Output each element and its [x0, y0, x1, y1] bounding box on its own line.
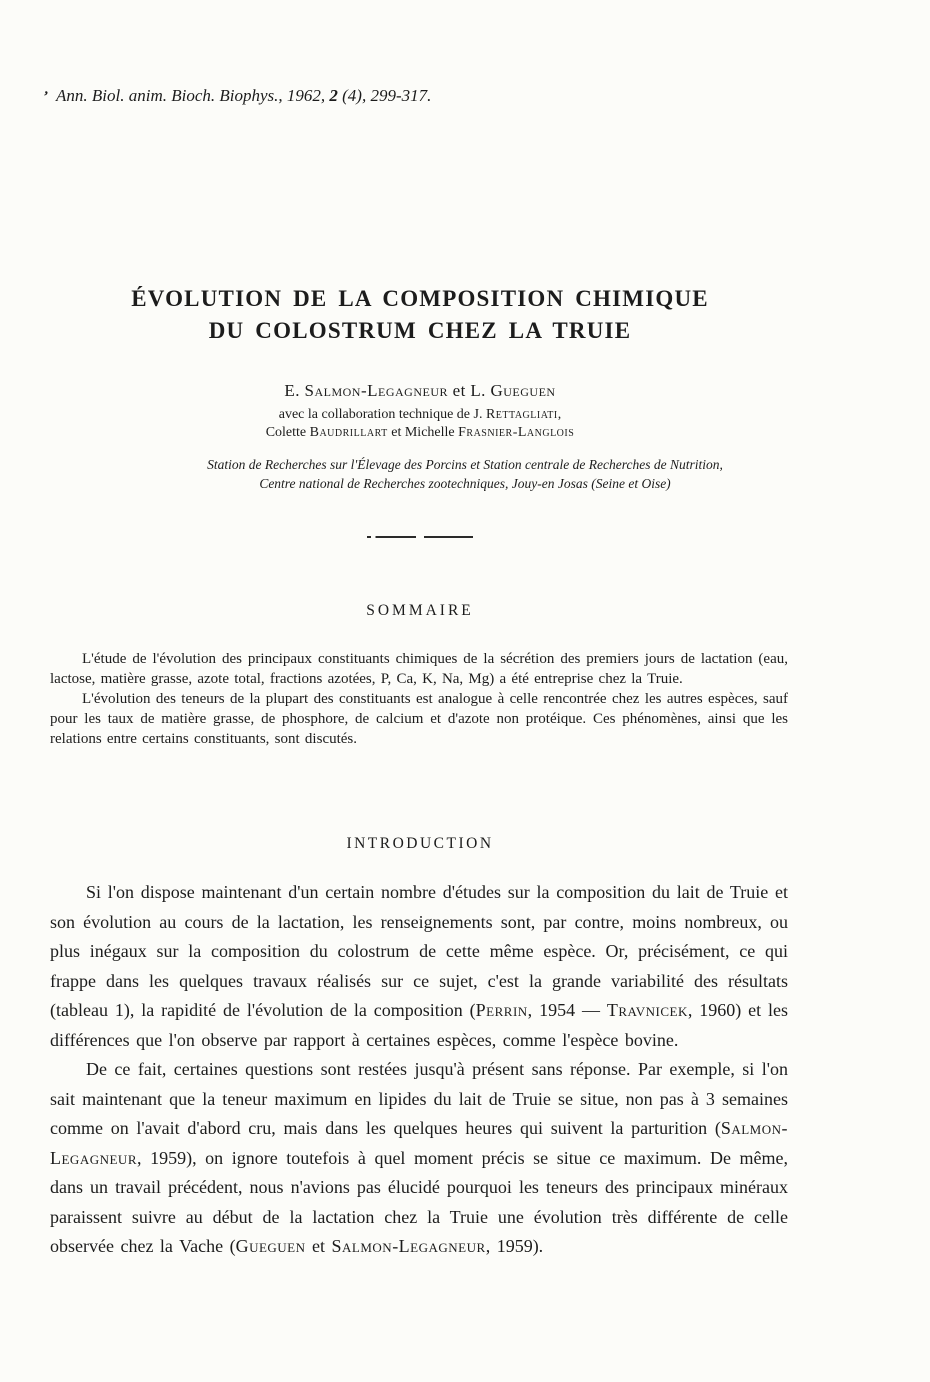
affiliation-line-2: Centre national de Recherches zootechniques, Jouy-en Josas (Seine et Oise) — [259, 476, 671, 491]
collaboration-line-2: Colette Baudrillart et Michelle Frasnier-Langlois — [265, 425, 575, 440]
sommaire-heading: SOMMAIRE — [366, 602, 474, 619]
affiliation-line-1: Station de Recherches sur l'Élevage des Porcins et Station centrale de Recherches de Nutrition, — [207, 457, 723, 472]
authors-block — [50, 381, 790, 442]
introduction-paragraph-2: De ce fait, certaines questions sont restées jusqu'à présent sans réponse. Par exemple, si l'on sait maintenant que la teneur maximum en lipides du lait de Truie se situe, non pas à 3 semaines comme on l'avait d'abord cru, mais dans les quelques heures qui suivent la parturition (Salmon-Legagneur, 1959), on ignore toutefois à quel moment précis se situe ce maximum. De même, dans un travail précédent, nous n'avions pas élucidé pourquoi les teneurs des principaux minéraux paraissent suivre au début de la lactation chez la Truie une évolution très différente de celle observée chez la Vache (Gueguen et Salmon-Legagneur, 1959). — [50, 1059, 788, 1256]
authors-line: E. Salmon-Legagneur et L. Gueguen — [284, 381, 556, 400]
sommaire-paragraph-2: L'évolution des teneurs de la plupart des constituants est analogue à celle rencontrée chez les autres espèces, sauf pour les taux de matière grasse, de phosphore, de calcium et d'azote non protéique. Ces phénomènes, ainsi que les relations entre certains constituants, sont discutés. — [50, 691, 788, 747]
introduction-paragraph-1: Si l'on dispose maintenant d'un certain nombre d'études sur la composition du lait de Truie et son évolution au cours de la lactation, les renseignements sont, par contre, moins nombreux, ou plus inégaux sur la composition du colostrum de cette même espèce. Or, précisément, ce qui frappe dans les quelques travaux réalisés sur ce sujet, c'est la grande variabilité des résultats (tableau 1), la rapidité de l'évolution de la composition (Perrin, 1954 — Travnicek, 1960) et les différences que l'on observe par rapport à certaines espèces, comme l'espèce bovine. — [50, 882, 789, 1050]
article-title — [50, 283, 790, 347]
sommaire-abstract — [50, 649, 788, 749]
introduction-heading: INTRODUCTION — [346, 835, 494, 852]
sommaire-paragraph-1: L'étude de l'évolution des principaux constituants chimiques de la sécrétion des premiers jours de lactation (eau, lactose, matière grasse, azote total, fractions azotées, P, Ca, K, Na, Mg) a été entreprise chez la Truie. — [50, 651, 788, 687]
article-title-line-1: ÉVOLUTION DE LA COMPOSITION CHIMIQUE — [131, 286, 709, 311]
introduction-body — [50, 878, 788, 1262]
collaboration-line-1: avec la collaboration technique de J. Rettagliati, — [278, 407, 562, 422]
section-divider-rule — [367, 536, 473, 538]
article-title-line-2: DU COLOSTRUM CHEZ LA TRUIE — [208, 318, 632, 343]
affiliation-block — [5, 455, 925, 493]
handwritten-mark: ’ — [40, 88, 49, 106]
journal-citation-row — [42, 86, 431, 106]
journal-citation: Ann. Biol. anim. Bioch. Biophys., 1962, 2 (4), 299-317. — [56, 86, 432, 105]
